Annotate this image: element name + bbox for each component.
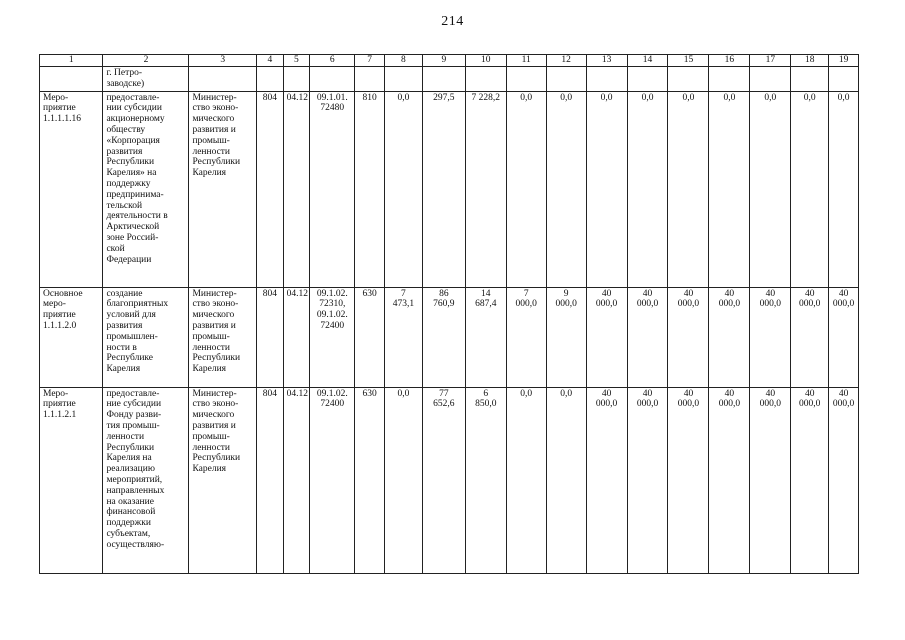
table-cell xyxy=(791,67,829,92)
col-number: 7 xyxy=(355,55,385,67)
table-cell: 810 xyxy=(355,91,385,287)
table-cell xyxy=(257,67,284,92)
col-number: 16 xyxy=(709,55,750,67)
table-cell xyxy=(546,67,586,92)
table-cell: 0,0 xyxy=(384,91,422,287)
table-cell: 14 687,4 xyxy=(465,287,506,387)
table-row xyxy=(40,67,859,92)
table-cell xyxy=(750,67,791,92)
activity-code: Меро- приятие 1.1.1.1.16 xyxy=(40,91,103,287)
page-number: 214 xyxy=(441,14,464,29)
table-cell xyxy=(627,67,668,92)
col-number: 12 xyxy=(546,55,586,67)
table-cell: 04.12 xyxy=(283,387,310,573)
table-cell xyxy=(355,67,385,92)
table-cell: 77 652,6 xyxy=(422,387,465,573)
table-cell: 0,0 xyxy=(506,387,546,573)
col-number: 15 xyxy=(668,55,709,67)
table-cell: 804 xyxy=(257,387,284,573)
table-cell: 7 473,1 xyxy=(384,287,422,387)
budget-table xyxy=(39,54,859,574)
table-cell: 7 228,2 xyxy=(465,91,506,287)
activity-description: предоставле- нии субсидии акционерному обществу «Корпорация развития Республики Карелия» на поддержку предпринима- тельской деятельности в Арктической зоне Россий- ской Федерации xyxy=(103,91,189,287)
col-number: 3 xyxy=(189,55,257,67)
table-cell: 6 850,0 xyxy=(465,387,506,573)
activity-description: предоставле- ние субсидии Фонду разви- тия промыш- ленности Республики Карелия на реализацию мероприятий, направленных на оказание финансовой поддержки субъектам, осуществляю- xyxy=(103,387,189,573)
table-cell: 04.12 xyxy=(283,91,310,287)
col-number: 18 xyxy=(791,55,829,67)
table-cell: 0,0 xyxy=(384,387,422,573)
table-cell xyxy=(465,67,506,92)
table-cell: 0,0 xyxy=(546,91,586,287)
table-cell: 40 000,0 xyxy=(709,287,750,387)
table-cell xyxy=(709,67,750,92)
table-cell xyxy=(829,67,859,92)
activity-code: Меро- приятие 1.1.1.2.1 xyxy=(40,387,103,573)
table-cell: 0,0 xyxy=(546,387,586,573)
column-number-row xyxy=(40,55,859,67)
table-cell: 09.1.02. 72310, 09.1.02. 72400 xyxy=(310,287,355,387)
table-cell: 7 000,0 xyxy=(506,287,546,387)
table-cell: 40 000,0 xyxy=(627,287,668,387)
table-cell: 297,5 xyxy=(422,91,465,287)
col-number: 11 xyxy=(506,55,546,67)
table-cell xyxy=(586,67,627,92)
table-cell: 40 000,0 xyxy=(791,387,829,573)
col-number: 17 xyxy=(750,55,791,67)
table-cell: 04.12 xyxy=(283,287,310,387)
table-cell: 40 000,0 xyxy=(586,387,627,573)
col-number: 19 xyxy=(829,55,859,67)
table-cell: 630 xyxy=(355,387,385,573)
table-cell: 40 000,0 xyxy=(791,287,829,387)
table-cell: 40 000,0 xyxy=(750,287,791,387)
col-number: 10 xyxy=(465,55,506,67)
table-cell: 0,0 xyxy=(791,91,829,287)
table-cell: 0,0 xyxy=(586,91,627,287)
responsible-executor: Министер- ство эконо- мического развития и промыш- ленности Республики Карелия xyxy=(189,387,257,573)
table-cell xyxy=(310,67,355,92)
table-cell: 0,0 xyxy=(668,91,709,287)
table-row xyxy=(40,287,859,387)
table-cell: 630 xyxy=(355,287,385,387)
activity-code: Основное меро- приятие 1.1.1.2.0 xyxy=(40,287,103,387)
col-number: 8 xyxy=(384,55,422,67)
activity-description: г. Петро- заводске) xyxy=(103,67,189,92)
col-number: 6 xyxy=(310,55,355,67)
table-cell: 40 000,0 xyxy=(627,387,668,573)
table-row xyxy=(40,91,859,287)
responsible-executor: Министер- ство эконо- мического развития и промыш- ленности Республики Карелия xyxy=(189,287,257,387)
table-cell xyxy=(422,67,465,92)
col-number: 4 xyxy=(257,55,284,67)
table-cell: 40 000,0 xyxy=(668,387,709,573)
col-number: 2 xyxy=(103,55,189,67)
table-cell: 40 000,0 xyxy=(750,387,791,573)
col-number: 5 xyxy=(283,55,310,67)
table-cell: 40 000,0 xyxy=(829,387,859,573)
table-cell: 09.1.02. 72400 xyxy=(310,387,355,573)
responsible-executor xyxy=(189,67,257,92)
table-cell xyxy=(384,67,422,92)
col-number: 13 xyxy=(586,55,627,67)
table-cell: 0,0 xyxy=(829,91,859,287)
table-cell xyxy=(668,67,709,92)
table-cell xyxy=(506,67,546,92)
table-cell: 0,0 xyxy=(709,91,750,287)
table-cell: 0,0 xyxy=(750,91,791,287)
activity-code xyxy=(40,67,103,92)
table-cell: 0,0 xyxy=(506,91,546,287)
table-cell: 40 000,0 xyxy=(668,287,709,387)
table-cell: 0,0 xyxy=(627,91,668,287)
col-number: 1 xyxy=(40,55,103,67)
table-cell: 804 xyxy=(257,287,284,387)
table-row xyxy=(40,387,859,573)
table-cell: 40 000,0 xyxy=(586,287,627,387)
responsible-executor: Министер- ство эконо- мического развития и промыш- ленности Республики Карелия xyxy=(189,91,257,287)
table-cell: 09.1.01. 72480 xyxy=(310,91,355,287)
activity-description: создание благоприятных условий для развития промышлен- ности в Республике Карелия xyxy=(103,287,189,387)
table-cell xyxy=(283,67,310,92)
table-cell: 40 000,0 xyxy=(709,387,750,573)
col-number: 14 xyxy=(627,55,668,67)
table-cell: 40 000,0 xyxy=(829,287,859,387)
table-cell: 86 760,9 xyxy=(422,287,465,387)
col-number: 9 xyxy=(422,55,465,67)
table-cell: 9 000,0 xyxy=(546,287,586,387)
table-cell: 804 xyxy=(257,91,284,287)
